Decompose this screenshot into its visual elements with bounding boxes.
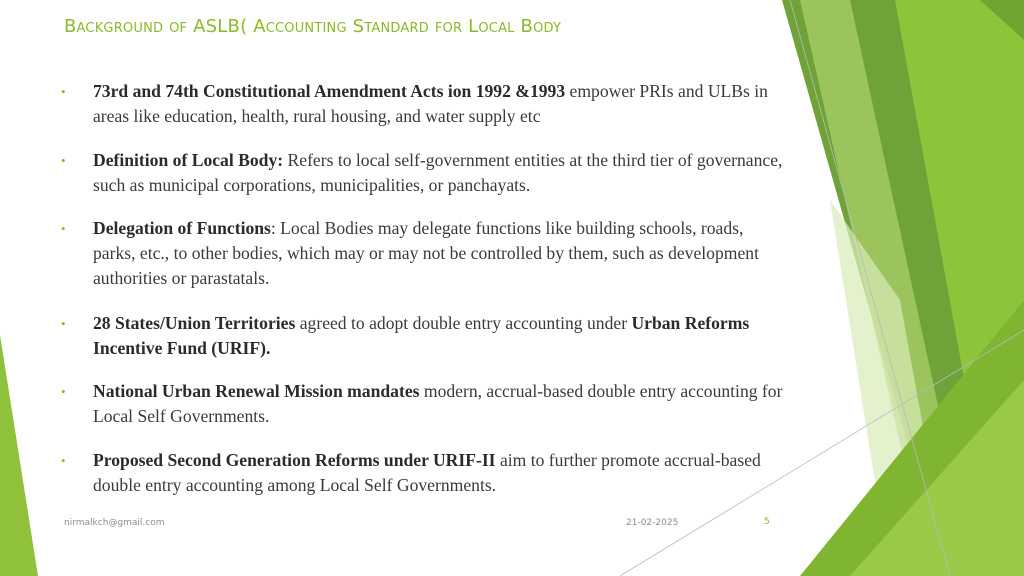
bullet-item: [60, 216, 785, 291]
bullet-item: [60, 148, 785, 198]
bullet-dot: •: [61, 315, 66, 331]
bullet-dot: •: [61, 452, 66, 468]
bullet-bold-text: Definition of Local Body:: [93, 149, 284, 170]
bullet-dot: •: [61, 152, 66, 168]
bullet-bold-tail: Urban Reforms Incentive Fund (URIF).: [93, 312, 750, 358]
bullet-item: [60, 79, 785, 129]
bullet-item: [60, 311, 785, 361]
bullet-bold-text: Proposed Second Generation Reforms under URIF-II: [93, 449, 496, 470]
bullet-bold-text: Delegation of Functions: [93, 218, 271, 238]
bullet-text: modern, accrual-based double entry accounting for Local Self Governments.: [93, 381, 783, 426]
bullet-text: agreed to adopt double entry accounting under: [295, 312, 632, 333]
bullet-item: [60, 379, 785, 429]
left-edge-sliver: [0, 335, 38, 576]
page-number: 5: [764, 517, 770, 527]
bullet-text: Refers to local self-government entities at the third tier of governance, such as municipal corporations, municipalities, or panchayats.: [93, 149, 783, 195]
bullet-dot: •: [61, 221, 66, 236]
bullet-text: : Local Bodies may delegate functions like building schools, roads, parks, etc., to other bodies, which may or may not be controlled by them, such as development authorities or parastatals.: [93, 218, 759, 288]
bullet-list: [60, 79, 785, 516]
bullet-bold-text: 73rd and 74th Constitutional Amendment Acts ion 1992 &1993: [93, 81, 566, 101]
bullet-text: aim to further promote accrual-based double entry accounting among Local Self Governments.: [93, 449, 761, 495]
bullet-dot: •: [61, 84, 66, 99]
bullet-item: [60, 448, 785, 498]
slide-title: Background of ASLB( Accounting Standard for Local Body: [64, 16, 562, 37]
bullet-dot: •: [61, 384, 66, 399]
footer-email: nirmalkch@gmail.com: [64, 518, 165, 528]
bullet-bold-text: National Urban Renewal Mission mandates: [93, 381, 420, 401]
bullet-bold-text: 28 States/Union Territories: [93, 312, 296, 333]
bullet-text: empower PRIs and ULBs in areas like education, health, rural housing, and water supply etc: [93, 81, 768, 126]
footer-date: 21-02-2025: [626, 518, 679, 528]
